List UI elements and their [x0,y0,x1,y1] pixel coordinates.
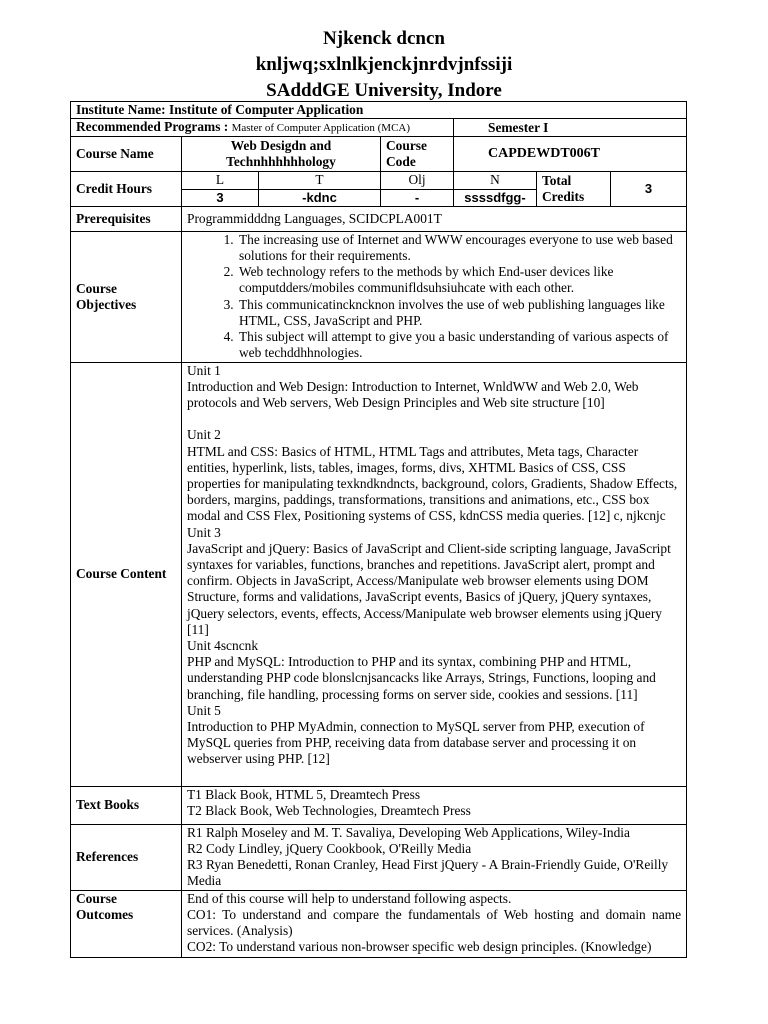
prerequisites-row [71,206,687,231]
credit-value-l: 3 [182,189,259,206]
textbooks-label: Text Books [71,786,182,824]
credit-header-t: T [259,172,381,189]
header-line-1: Njkenck dcncn [323,28,445,49]
unit-title: Unit 2 [187,427,221,443]
course-name-label: Course Name [71,137,182,172]
unit-text: PHP and MySQL: Introduction to PHP and its syntax, combining PHP and HTML, understanding PHP code blonslcnjsancacks like Arrays, Strings, Functions, looping and branching, file handling, processing forms on server side, cookies and sessions. [11] [187,654,656,702]
credit-header-l: L [182,172,259,189]
unit-title: Unit 5 [187,702,221,718]
textbook-item: T2 Black Book, Web Technologies, Dreamtech Press [187,803,471,819]
institute-row [71,102,687,119]
references-row [71,824,687,890]
course-code-label: Course Code [381,137,454,172]
unit-text: HTML and CSS: Basics of HTML, HTML Tags and attributes, Meta tags, Character entities, hyperlink, lists, tables, images, forms, divs, XHTML Basics of CSS, CSS properties for manipulating texkndkndncts, background, colors, Gradients, Shadow Effects, borders, margins, paddings, transformations, transitions and animations, etc., CSS box modal and CSS Flex, Positioning systems of CSS, kdnCSS media queries. [12] c, njkcnjc [187,443,678,524]
institute-label: Institute Name: [76,102,166,117]
credit-header-n: N [454,172,537,189]
outcomes-row [71,890,687,957]
objective-item: 3. This communicatinckncknon involves the use of web publishing languages like HTML, CSS, JavaScript and PHP. [237,297,681,329]
programs-value: Master of Computer Application (MCA) [231,122,411,135]
reference-item: R2 Cody Lindley, jQuery Cookbook, O'Reilly Media [187,841,472,857]
reference-item: R1 Ralph Moseley and M. T. Savaliya, Developing Web Applications, Wiley-India [187,824,630,840]
reference-item: R3 Ryan Benedetti, Ronan Cranley, Head First jQuery - A Brain-Friendly Guide, O'Reilly Media [187,857,669,889]
outcome-item: End of this course will help to understand following aspects. [187,890,512,906]
header-line-2: knljwq;sxlnlkjenckjnrdvjnfssiji [255,54,513,75]
course-content [182,362,687,786]
credit-hours-label: Credit Hours [71,172,182,206]
university-name: SAdddGE University, Indore [266,80,502,101]
unit-text: Introduction to PHP MyAdmin, connection to MySQL server from PHP, execution of MySQL queries from PHP, receiving data from database server and processing it on webserver using PHP. [12] [187,719,645,767]
credit-value-n: ssssdfgg- [454,189,537,206]
prerequisites-label: Prerequisites [71,206,182,231]
objective-item: 4. This subject will attempt to give you a basic understanding of various aspects of web techddhhnologies. [237,329,681,361]
credit-value-t: -kdnc [259,189,381,206]
references-label: References [71,824,182,890]
document-header [0,26,768,104]
objectives-list [187,232,681,362]
objectives-row [71,231,687,362]
unit-text: JavaScript and jQuery: Basics of JavaScript and Client-side scripting language, JavaScript syntaxes for variables, functions, branches and repetitions. JavaScript alert, prompt and confirm. Objects in JavaScript, Access/Manipulate web browser elements using DOM Structure, forms and validations, JavaScript events, Basics of jQuery, jQuery syntaxes, jQuery selectors, events, effects, Access/Manipulate web browser elements using jQuery [11] [187,540,671,637]
course-name-row [71,137,687,172]
objective-item: 2. Web technology refers to the methods by which End-user devices like computdders/mobiles communifldsuhsiuhcate with each other. [237,264,681,296]
unit-text: Introduction and Web Design: Introduction to Internet, WnldWW and Web 2.0, Web protocols and Web servers, Web Design Principles and Web site structure [10] [187,379,639,411]
credit-header-row [71,172,687,189]
programs-row [71,119,687,137]
unit-title: Unit 4scncnk [187,638,259,654]
semester: Semester I [454,119,687,137]
total-credits-value: 3 [611,172,687,206]
prerequisites-value: Programmidddng Languages, SCIDCPLA001T [182,206,687,231]
syllabus-table [70,101,687,958]
total-credits-label: Total Credits [537,172,611,206]
credit-value-olj: - [381,189,454,206]
course-content-label: Course Content [71,362,182,786]
course-code-value: CAPDEWDT006T [454,137,687,172]
textbooks-row [71,786,687,824]
unit-title: Unit 1 [187,362,221,378]
objective-item: 1. The increasing use of Internet and WWW encourages everyone to use web based solutions for their requirements. [237,232,681,264]
outcome-item: CO2: To understand various non-browser specific web design principles. (Knowledge) [187,939,652,955]
credit-header-olj: Olj [381,172,454,189]
content-row [71,362,687,786]
institute-value: Institute of Computer Application [169,102,364,117]
outcomes-label: Course Outcomes [71,890,182,957]
unit-title: Unit 3 [187,524,221,540]
textbook-item: T1 Black Book, HTML 5, Dreamtech Press [187,786,421,802]
objectives-label: Course Objectives [71,231,182,362]
programs-label: Recommended Programs : [76,119,229,135]
outcome-item: CO1: To understand and compare the fundamentals of Web hosting and domain name services. (Analysis) [187,907,682,939]
course-name-value: Web Desigdn and Technhhhhhhology [182,137,381,172]
